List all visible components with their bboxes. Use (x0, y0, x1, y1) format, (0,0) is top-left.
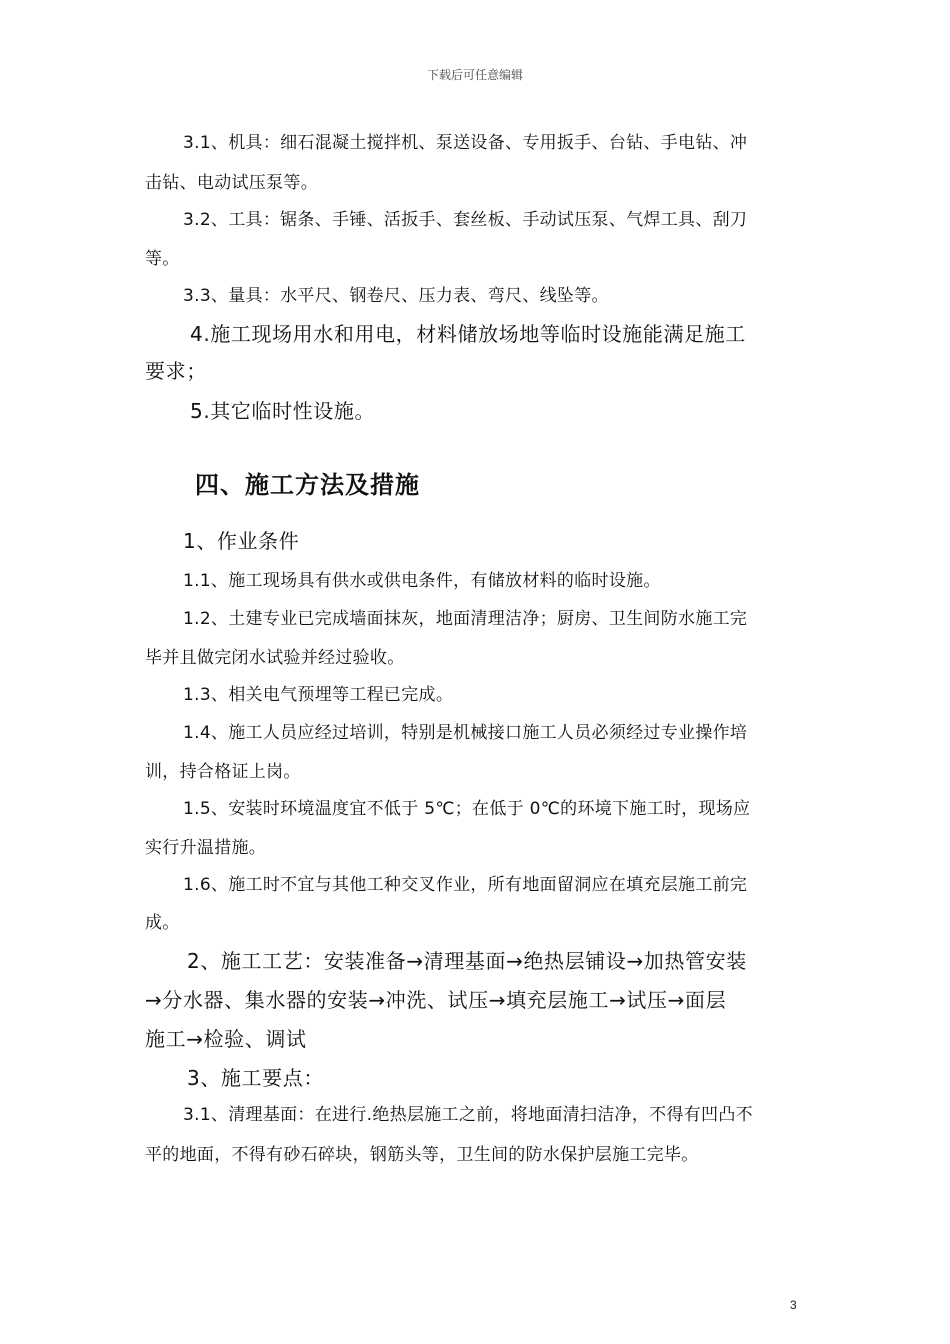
process-line-2: →分水器、集水器的安装→冲洗、试压→填充层施工→试压→面层 (145, 988, 727, 1012)
page-header: 下载后可任意编辑 (426, 68, 523, 82)
process-line-1: 2、施工工艺：安装准备→清理基面→绝热层铺设→加热管安装 (187, 949, 747, 973)
subheading-key-points: 3、施工要点： (187, 1066, 324, 1090)
site-utilities-line-1: 4.施工现场用水和用电，材料储放场地等临时设施能满足施工 (190, 322, 746, 346)
condition-1-1: 1.1、施工现场具有供水或供电条件，有储放材料的临时设施。 (183, 571, 661, 591)
tool-machinery-line-1: 3.1、机具：细石混凝土搅拌机、泵送设备、专用扳手、台钻、手电钻、冲 (183, 133, 748, 153)
condition-1-5-line-1: 1.5、安装时环境温度宜不低于 5℃；在低于 0℃的环境下施工时，现场应 (183, 799, 751, 819)
condition-1-4-line-1: 1.4、施工人员应经过培训，特别是机械接口施工人员必须经过专业操作培 (183, 723, 748, 743)
key-point-3-1-line-1: 3.1、清理基面：在进行.绝热层施工之前，将地面清扫洁净，不得有凹凸不 (183, 1105, 753, 1125)
condition-1-2-line-1: 1.2、土建专业已完成墙面抹灰，地面清理洁净；厨房、卫生间防水施工完 (183, 609, 748, 629)
condition-1-5-line-2: 实行升温措施。 (145, 838, 267, 858)
tool-machinery-line-2: 击钻、电动试压泵等。 (145, 173, 318, 193)
page-number: 3 (790, 1298, 797, 1312)
subheading-work-conditions: 1、作业条件 (183, 529, 300, 553)
tool-hand-line-2: 等。 (145, 249, 180, 269)
section-heading: 四、施工方法及措施 (195, 471, 420, 499)
key-point-3-1-line-2: 平的地面，不得有砂石碎块，钢筋头等，卫生间的防水保护层施工完毕。 (145, 1145, 699, 1165)
condition-1-4-line-2: 训，持合格证上岗。 (145, 762, 301, 782)
condition-1-6-line-2: 成。 (145, 913, 180, 933)
tool-hand-line-1: 3.2、工具：锯条、手锤、活扳手、套丝板、手动试压泵、气焊工具、刮刀 (183, 210, 748, 230)
condition-1-3: 1.3、相关电气预埋等工程已完成。 (183, 685, 454, 705)
condition-1-6-line-1: 1.6、施工时不宜与其他工种交叉作业，所有地面留洞应在填充层施工前完 (183, 875, 748, 895)
tool-measure-line: 3.3、量具：水平尺、钢卷尺、压力表、弯尺、线坠等。 (183, 286, 609, 306)
site-utilities-line-2: 要求； (145, 359, 207, 383)
process-line-3: 施工→检验、调试 (145, 1027, 307, 1051)
condition-1-2-line-2: 毕并且做完闭水试验并经过验收。 (145, 648, 405, 668)
temporary-facilities-line: 5.其它临时性设施。 (190, 399, 376, 423)
